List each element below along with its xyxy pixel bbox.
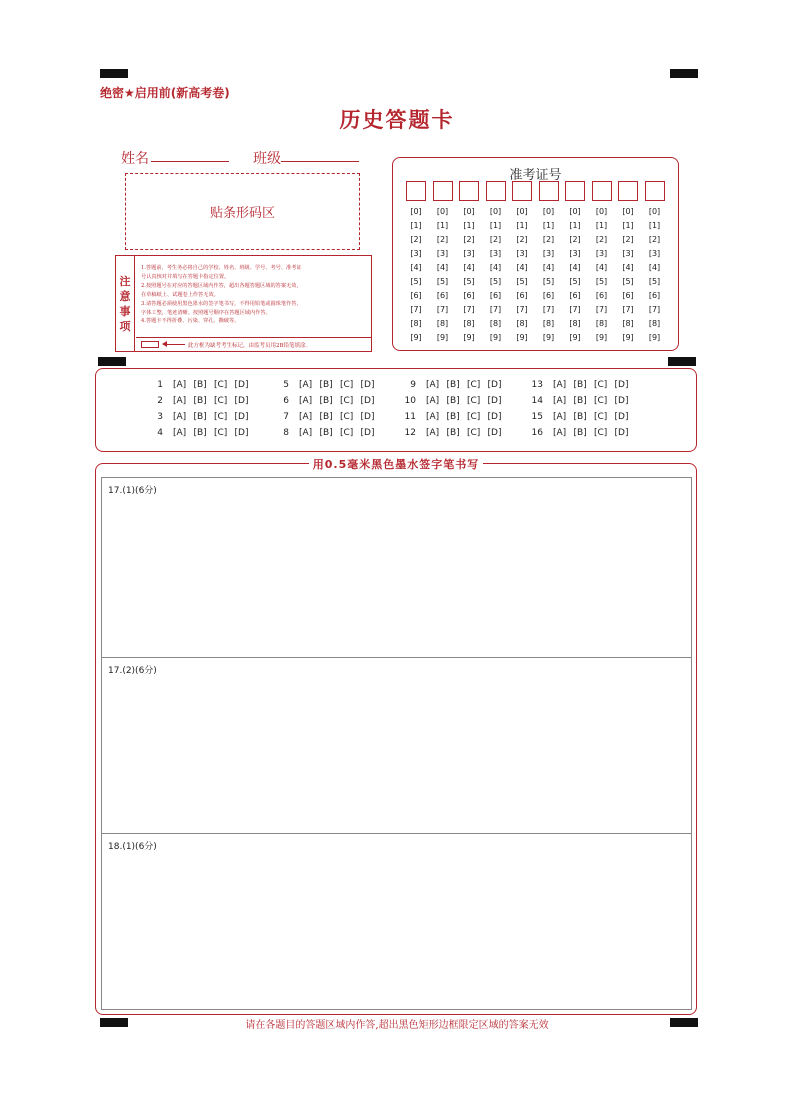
mc-option-bubble[interactable]: [A] bbox=[553, 428, 567, 438]
exam-id-bubble[interactable]: [3] bbox=[410, 249, 422, 258]
exam-id-bubble[interactable]: [8] bbox=[516, 319, 528, 328]
mc-option-bubble[interactable]: [A] bbox=[426, 412, 440, 422]
exam-id-bubble[interactable]: [9] bbox=[648, 333, 661, 342]
exam-id-bubble[interactable]: [9] bbox=[489, 333, 502, 342]
exam-id-bubble[interactable]: [5] bbox=[542, 277, 555, 286]
exam-id-bubble[interactable]: [0] bbox=[622, 207, 634, 216]
exam-id-digit-box[interactable] bbox=[539, 181, 559, 201]
mc-option-bubble[interactable]: [C] bbox=[594, 380, 608, 390]
mc-option-bubble[interactable]: [C] bbox=[594, 396, 608, 406]
exam-id-bubble[interactable]: [4] bbox=[410, 263, 422, 272]
exam-id-bubble[interactable]: [8] bbox=[410, 319, 422, 328]
exam-id-bubble[interactable]: [8] bbox=[595, 319, 608, 328]
exam-id-bubble[interactable]: [9] bbox=[516, 333, 528, 342]
exam-id-bubble[interactable]: [9] bbox=[410, 333, 422, 342]
exam-id-bubble[interactable]: [3] bbox=[489, 249, 502, 258]
mc-option-bubble[interactable]: [C] bbox=[340, 396, 354, 406]
exam-id-column bbox=[592, 181, 612, 345]
exam-id-bubble[interactable]: [0] bbox=[595, 207, 608, 216]
mc-option-bubble[interactable]: [D] bbox=[234, 428, 249, 438]
notice-line: 2.按照题号在对应的答题区域内作答，超出各题答题区域的答案无效， bbox=[141, 282, 302, 289]
exam-id-digit-box[interactable] bbox=[433, 181, 453, 201]
exam-id-bubble[interactable]: [0] bbox=[489, 207, 502, 216]
alignment-mark-mid-right bbox=[668, 357, 696, 366]
mc-question-number: 5 bbox=[283, 380, 289, 390]
exam-id-bubble[interactable]: [6] bbox=[569, 291, 581, 300]
alignment-mark-top-right bbox=[670, 69, 698, 78]
exam-id-bubble[interactable]: [2] bbox=[648, 235, 661, 244]
exam-id-bubble[interactable]: [4] bbox=[648, 263, 661, 272]
notice-heading-char: 事 bbox=[119, 304, 131, 318]
name-label: 姓名 bbox=[121, 151, 149, 167]
notice-heading-char: 意 bbox=[119, 289, 131, 303]
mc-option-bubble[interactable]: [D] bbox=[234, 396, 249, 406]
exam-id-column bbox=[433, 181, 453, 345]
alignment-mark-mid-left bbox=[98, 357, 126, 366]
mc-question-number: 14 bbox=[531, 396, 543, 406]
exam-id-bubble[interactable]: [5] bbox=[595, 277, 608, 286]
confidential-label: 绝密★启用前(新高考卷) bbox=[100, 86, 230, 100]
notice-line: 在草稿纸上、试题卷上作答无效。 bbox=[141, 291, 219, 298]
exam-id-column bbox=[406, 181, 426, 345]
mc-option-bubble[interactable]: [B] bbox=[319, 396, 333, 406]
exam-id-bubble[interactable]: [4] bbox=[569, 263, 581, 272]
barcode-area bbox=[125, 173, 360, 250]
exam-id-bubble[interactable]: [9] bbox=[542, 333, 555, 342]
exam-id-bubble[interactable]: [2] bbox=[516, 235, 528, 244]
mc-option-bubble[interactable]: [A] bbox=[426, 396, 440, 406]
notice-heading bbox=[116, 256, 135, 351]
notice-box bbox=[115, 255, 372, 352]
mc-question-number: 9 bbox=[410, 380, 416, 390]
exam-id-bubble[interactable]: [4] bbox=[542, 263, 555, 272]
exam-id-bubble[interactable]: [0] bbox=[648, 207, 661, 216]
exam-id-bubble[interactable]: [2] bbox=[595, 235, 608, 244]
mc-option-bubble[interactable]: [B] bbox=[319, 380, 333, 390]
mc-question-number: 6 bbox=[283, 396, 289, 406]
exam-id-bubble[interactable]: [1] bbox=[542, 221, 555, 230]
exam-id-bubble[interactable]: [7] bbox=[489, 305, 502, 314]
mc-option-bubble[interactable]: [D] bbox=[360, 380, 375, 390]
missing-exam-note: 此方框为缺考考生标记，由监考员用2B铅笔填涂。 bbox=[188, 342, 312, 349]
exam-id-bubble[interactable]: [8] bbox=[436, 319, 449, 328]
exam-id-bubble[interactable]: [6] bbox=[648, 291, 661, 300]
mc-question-number: 1 bbox=[157, 380, 163, 390]
mc-option-bubble[interactable]: [D] bbox=[234, 412, 249, 422]
notice-text bbox=[136, 256, 371, 338]
exam-id-bubble[interactable]: [8] bbox=[569, 319, 581, 328]
mc-option-bubble[interactable]: [B] bbox=[573, 412, 587, 422]
mc-option-bubble[interactable]: [A] bbox=[299, 396, 313, 406]
exam-id-bubble[interactable]: [3] bbox=[622, 249, 634, 258]
exam-id-bubble[interactable]: [0] bbox=[516, 207, 528, 216]
exam-id-bubble[interactable]: [0] bbox=[569, 207, 581, 216]
mc-option-bubble[interactable]: [B] bbox=[319, 412, 333, 422]
exam-id-bubble[interactable]: [8] bbox=[463, 319, 475, 328]
exam-id-bubble[interactable]: [7] bbox=[648, 305, 661, 314]
footer-note: 请在各题目的答题区域内作答,超出黑色矩形边框限定区域的答案无效 bbox=[245, 1020, 549, 1031]
mc-option-bubble[interactable]: [C] bbox=[214, 428, 228, 438]
exam-id-bubble[interactable]: [8] bbox=[542, 319, 555, 328]
mc-option-bubble[interactable]: [C] bbox=[467, 412, 481, 422]
exam-id-bubble[interactable]: [8] bbox=[489, 319, 502, 328]
mc-option-bubble[interactable]: [C] bbox=[467, 380, 481, 390]
exam-id-bubble[interactable]: [7] bbox=[463, 305, 475, 314]
exam-id-bubble[interactable]: [7] bbox=[436, 305, 449, 314]
exam-id-bubble[interactable]: [8] bbox=[648, 319, 661, 328]
mc-option-bubble[interactable]: [A] bbox=[173, 380, 187, 390]
mc-option-bubble[interactable]: [A] bbox=[173, 428, 187, 438]
exam-id-bubble[interactable]: [6] bbox=[622, 291, 634, 300]
exam-id-bubble[interactable]: [9] bbox=[463, 333, 475, 342]
mc-option-bubble[interactable]: [A] bbox=[299, 380, 313, 390]
mc-option-bubble[interactable]: [A] bbox=[299, 412, 313, 422]
exam-id-bubble[interactable]: [5] bbox=[648, 277, 661, 286]
mc-option-bubble[interactable]: [A] bbox=[173, 412, 187, 422]
exam-id-bubble[interactable]: [0] bbox=[410, 207, 422, 216]
notice-line: 4.答题卡不得折叠、污染、穿孔、撕破等。 bbox=[141, 318, 240, 325]
exam-id-bubble[interactable]: [4] bbox=[463, 263, 475, 272]
mc-option-bubble[interactable]: [B] bbox=[193, 428, 207, 438]
exam-id-bubble[interactable]: [5] bbox=[489, 277, 502, 286]
exam-id-bubble[interactable]: [1] bbox=[489, 221, 502, 230]
exam-id-digit-box[interactable] bbox=[486, 181, 506, 201]
exam-id-panel bbox=[392, 157, 679, 351]
mc-option-bubble[interactable]: [C] bbox=[594, 428, 608, 438]
exam-id-column bbox=[486, 181, 506, 345]
exam-id-bubble[interactable]: [1] bbox=[622, 221, 634, 230]
exam-id-bubble[interactable]: [5] bbox=[436, 277, 449, 286]
class-field[interactable] bbox=[281, 161, 359, 162]
mc-option-bubble[interactable]: [C] bbox=[214, 396, 228, 406]
exam-id-digit-box[interactable] bbox=[512, 181, 532, 201]
mc-option-bubble[interactable]: [C] bbox=[467, 428, 481, 438]
exam-id-bubble[interactable]: [6] bbox=[436, 291, 449, 300]
mc-option-bubble[interactable]: [B] bbox=[446, 412, 460, 422]
exam-id-bubble[interactable]: [3] bbox=[595, 249, 608, 258]
mc-question-number: 11 bbox=[404, 412, 416, 422]
notice-line: 3.请答题必须使用黑色墨水的签字笔书写，不得用铅笔或圆珠笔作答， bbox=[141, 300, 302, 307]
mc-option-bubble[interactable]: [D] bbox=[487, 412, 502, 422]
exam-id-column bbox=[645, 181, 665, 345]
mc-option-bubble[interactable]: [A] bbox=[553, 396, 567, 406]
answer-section-header bbox=[96, 456, 696, 472]
arrow-left-icon bbox=[163, 344, 185, 345]
exam-id-bubble[interactable]: [1] bbox=[436, 221, 449, 230]
exam-id-bubble[interactable]: [2] bbox=[542, 235, 555, 244]
exam-id-bubble[interactable]: [7] bbox=[516, 305, 528, 314]
mc-option-bubble[interactable]: [D] bbox=[614, 396, 629, 406]
exam-id-column bbox=[459, 181, 479, 345]
mc-question-number: 2 bbox=[157, 396, 163, 406]
mc-option-bubble[interactable]: [B] bbox=[446, 428, 460, 438]
exam-id-bubble[interactable]: [2] bbox=[410, 235, 422, 244]
exam-id-column bbox=[512, 181, 532, 345]
exam-id-bubble[interactable]: [7] bbox=[622, 305, 634, 314]
exam-id-digit-box[interactable] bbox=[565, 181, 585, 201]
mc-option-bubble[interactable]: [D] bbox=[614, 380, 629, 390]
exam-id-digit-box[interactable] bbox=[592, 181, 612, 201]
exam-id-digit-box[interactable] bbox=[618, 181, 638, 201]
mc-question-number: 8 bbox=[283, 428, 289, 438]
exam-id-bubble[interactable]: [6] bbox=[463, 291, 475, 300]
answer-area bbox=[101, 477, 692, 1010]
exam-id-bubble[interactable]: [7] bbox=[410, 305, 422, 314]
exam-id-column bbox=[565, 181, 585, 345]
exam-id-bubble[interactable]: [3] bbox=[516, 249, 528, 258]
mc-option-bubble[interactable]: [C] bbox=[214, 412, 228, 422]
exam-id-bubble[interactable]: [7] bbox=[595, 305, 608, 314]
exam-id-bubble[interactable]: [0] bbox=[436, 207, 449, 216]
mc-option-bubble[interactable]: [A] bbox=[299, 428, 313, 438]
exam-id-bubble[interactable]: [6] bbox=[595, 291, 608, 300]
mc-option-bubble[interactable]: [B] bbox=[573, 396, 587, 406]
mc-option-bubble[interactable]: [B] bbox=[193, 380, 207, 390]
mc-question-number: 3 bbox=[157, 412, 163, 422]
mc-option-bubble[interactable]: [C] bbox=[467, 396, 481, 406]
answer-section-title: 用0.5毫米黑色墨水签字笔书写 bbox=[309, 456, 484, 472]
mc-question-number: 10 bbox=[404, 396, 416, 406]
mc-option-bubble[interactable]: [B] bbox=[573, 428, 587, 438]
exam-id-bubble[interactable]: [2] bbox=[622, 235, 634, 244]
exam-id-bubble[interactable]: [3] bbox=[436, 249, 449, 258]
alignment-mark-top-left bbox=[100, 69, 128, 78]
exam-id-bubble[interactable]: [4] bbox=[516, 263, 528, 272]
mc-option-bubble[interactable]: [D] bbox=[614, 412, 629, 422]
exam-id-bubble[interactable]: [4] bbox=[622, 263, 634, 272]
mc-option-bubble[interactable]: [C] bbox=[340, 380, 354, 390]
notice-heading-char: 项 bbox=[119, 319, 131, 333]
exam-id-bubble[interactable]: [1] bbox=[410, 221, 422, 230]
missing-exam-row bbox=[136, 337, 371, 351]
exam-id-bubble[interactable]: [6] bbox=[489, 291, 502, 300]
notice-line: 字体工整，笔迹清晰。按照题号顺序在答题区域内作答。 bbox=[141, 309, 271, 316]
mc-option-bubble[interactable]: [C] bbox=[340, 412, 354, 422]
exam-id-bubble[interactable]: [6] bbox=[542, 291, 555, 300]
exam-id-bubble[interactable]: [1] bbox=[569, 221, 581, 230]
mc-option-bubble[interactable]: [B] bbox=[193, 412, 207, 422]
exam-id-bubble[interactable]: [1] bbox=[595, 221, 608, 230]
notice-line: 号认真核对并填写在答题卡指定位置。 bbox=[141, 273, 230, 280]
exam-id-bubble[interactable]: [2] bbox=[569, 235, 581, 244]
exam-id-column bbox=[618, 181, 638, 345]
mc-option-bubble[interactable]: [A] bbox=[553, 412, 567, 422]
mc-option-bubble[interactable]: [D] bbox=[360, 412, 375, 422]
mc-question-number: 13 bbox=[531, 380, 543, 390]
mc-option-bubble[interactable]: [D] bbox=[234, 380, 249, 390]
exam-id-bubble[interactable]: [4] bbox=[489, 263, 502, 272]
exam-id-bubble[interactable]: [3] bbox=[569, 249, 581, 258]
mc-option-bubble[interactable]: [D] bbox=[487, 380, 502, 390]
mc-option-bubble[interactable]: [B] bbox=[193, 396, 207, 406]
mc-question-number: 4 bbox=[157, 428, 163, 438]
exam-id-bubble[interactable]: [9] bbox=[622, 333, 634, 342]
multiple-choice-section bbox=[95, 368, 697, 452]
exam-id-bubble[interactable]: [4] bbox=[436, 263, 449, 272]
exam-id-digit-box[interactable] bbox=[459, 181, 479, 201]
page-title: 历史答题卡 bbox=[339, 108, 455, 132]
mc-question-number: 12 bbox=[404, 428, 416, 438]
exam-id-bubble[interactable]: [5] bbox=[463, 277, 475, 286]
exam-id-column bbox=[539, 181, 559, 345]
mc-option-bubble[interactable]: [D] bbox=[360, 396, 375, 406]
mc-option-bubble[interactable]: [A] bbox=[426, 428, 440, 438]
answer-box-q17-2[interactable] bbox=[102, 658, 691, 834]
exam-id-bubble[interactable]: [8] bbox=[622, 319, 634, 328]
exam-id-bubble[interactable]: [7] bbox=[569, 305, 581, 314]
exam-id-bubble[interactable]: [2] bbox=[463, 235, 475, 244]
mc-option-bubble[interactable]: [A] bbox=[553, 380, 567, 390]
mc-option-bubble[interactable]: [B] bbox=[446, 380, 460, 390]
mc-option-bubble[interactable]: [A] bbox=[173, 396, 187, 406]
exam-id-bubble[interactable]: [5] bbox=[516, 277, 528, 286]
mc-option-bubble[interactable]: [C] bbox=[214, 380, 228, 390]
mc-question-number: 15 bbox=[531, 412, 543, 422]
barcode-label: 贴条形码区 bbox=[209, 206, 275, 221]
exam-id-title: 准考证号 bbox=[509, 168, 562, 183]
exam-id-digit-box[interactable] bbox=[645, 181, 665, 201]
exam-id-bubble[interactable]: [3] bbox=[463, 249, 475, 258]
mc-option-bubble[interactable]: [B] bbox=[319, 428, 333, 438]
exam-id-bubble[interactable]: [1] bbox=[463, 221, 475, 230]
mc-question-number: 7 bbox=[283, 412, 289, 422]
class-label: 班级 bbox=[253, 151, 281, 167]
exam-id-bubble[interactable]: [1] bbox=[516, 221, 528, 230]
exam-id-bubble[interactable]: [6] bbox=[516, 291, 528, 300]
exam-id-bubble[interactable]: [0] bbox=[463, 207, 475, 216]
name-field[interactable] bbox=[151, 161, 229, 162]
exam-id-bubble[interactable]: [9] bbox=[569, 333, 581, 342]
exam-id-bubble[interactable]: [9] bbox=[436, 333, 449, 342]
exam-id-bubble[interactable]: [2] bbox=[436, 235, 449, 244]
exam-id-bubble[interactable]: [4] bbox=[595, 263, 608, 272]
mc-option-bubble[interactable]: [D] bbox=[487, 428, 502, 438]
mc-question-number: 16 bbox=[531, 428, 543, 438]
exam-id-bubble[interactable]: [5] bbox=[569, 277, 581, 286]
mc-option-bubble[interactable]: [D] bbox=[360, 428, 375, 438]
mc-option-bubble[interactable]: [D] bbox=[487, 396, 502, 406]
answer-box-q18-1[interactable] bbox=[102, 834, 691, 1009]
exam-id-bubble[interactable]: [3] bbox=[648, 249, 661, 258]
exam-id-bubble[interactable]: [7] bbox=[542, 305, 555, 314]
exam-id-bubble[interactable]: [6] bbox=[410, 291, 422, 300]
exam-id-bubble[interactable]: [9] bbox=[595, 333, 608, 342]
exam-id-bubble[interactable]: [0] bbox=[542, 207, 555, 216]
missing-exam-checkbox[interactable] bbox=[141, 341, 159, 348]
exam-id-bubble[interactable]: [2] bbox=[489, 235, 502, 244]
mc-option-bubble[interactable]: [C] bbox=[340, 428, 354, 438]
mc-option-bubble[interactable]: [B] bbox=[446, 396, 460, 406]
mc-option-bubble[interactable]: [D] bbox=[614, 428, 629, 438]
mc-option-bubble[interactable]: [B] bbox=[573, 380, 587, 390]
exam-id-bubble[interactable]: [5] bbox=[410, 277, 422, 286]
answer-box-q17-1[interactable] bbox=[102, 478, 691, 658]
notice-heading-char: 注 bbox=[119, 274, 131, 288]
exam-id-bubble[interactable]: [5] bbox=[622, 277, 634, 286]
exam-id-digit-box[interactable] bbox=[406, 181, 426, 201]
question-label: 17.(2)(6分) bbox=[108, 666, 157, 676]
exam-id-bubble[interactable]: [3] bbox=[542, 249, 555, 258]
exam-id-bubble[interactable]: [1] bbox=[648, 221, 661, 230]
question-label: 18.(1)(6分) bbox=[108, 842, 157, 852]
notice-line: 1.答题前，考生务必将自己的学校、姓名、班级、学号、考号、准考证 bbox=[141, 265, 302, 271]
question-label: 17.(1)(6分) bbox=[108, 486, 157, 496]
mc-option-bubble[interactable]: [A] bbox=[426, 380, 440, 390]
mc-option-bubble[interactable]: [C] bbox=[594, 412, 608, 422]
